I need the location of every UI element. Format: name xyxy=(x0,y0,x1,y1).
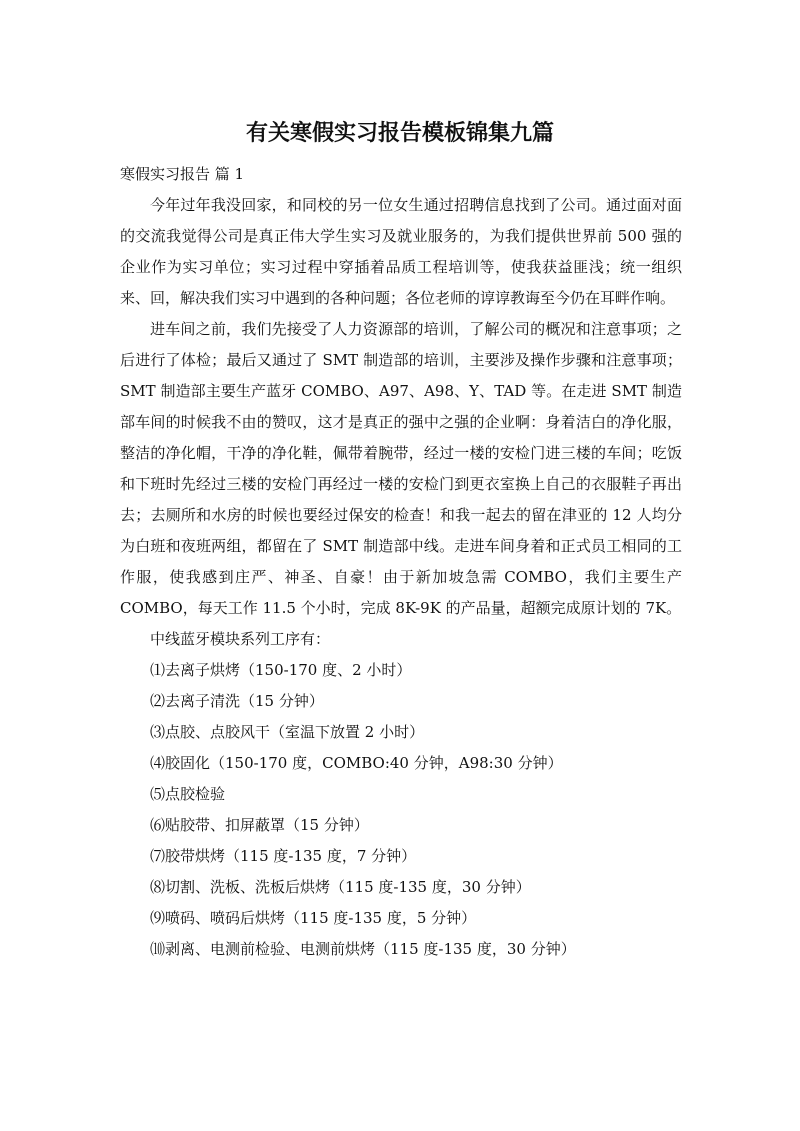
process-step: ⑺胶带烘烤（115 度-135 度，7 分钟） xyxy=(150,847,417,865)
process-steps-list xyxy=(120,655,682,965)
paragraph-process-intro: 中线蓝牙模块系列工序有： xyxy=(150,630,331,648)
section-label: 寒假实习报告 篇 1 xyxy=(120,165,245,183)
paragraph-workshop: 进车间之前，我们先接受了人力资源部的培训，了解公司的概况和注意事项；之后进行了体检；最后又通过了 SMT 制造部的培训，主要涉及操作步骤和注意事项；SMT 制造部主要生产蓝牙 COMBO、A97、A98、Y、TAD 等。在走进 SMT 制造部车间的时候我不由的赞叹，这才是真正的强中之强的企业啊：身着洁白的净化服，整洁的净化帽，干净的净化鞋，佩带着腕带，经过一楼的安检门进三楼的车间；吃饭和下班时先经过三楼的安检门再经过一楼的安检门到更衣室换上自己的衣服鞋子再出去；去厕所和水房的时候也要经过保安的检查！和我一起去的留在津亚的 12 人均分为白班和夜班两组，都留在了 SMT 制造部中线。走进车间身着和正式员工相同的工作服，使我感到庄严、神圣、自豪！由于新加坡急需 COMBO，我们主要生产 COMBO，每天工作 11.5 个小时，完成 8K-9K 的产品量，超额完成原计划的 7K。 xyxy=(120,320,682,617)
process-step: ⑻切割、洗板、洗板后烘烤（115 度-135 度，30 分钟） xyxy=(150,878,531,896)
process-step: ⑷胶固化（150-170 度，COMBO:40 分钟，A98:30 分钟） xyxy=(150,754,563,772)
document-title: 有关寒假实习报告模板锦集九篇 xyxy=(245,121,554,146)
paragraph-intro: 今年过年我没回家，和同校的另一位女生通过招聘信息找到了公司。通过面对面的交流我觉得公司是真正伟大学生实习及就业服务的，为我们提供世界前 500 强的企业作为实习单位；实习过程中穿插着品质工程培训等，使我获益匪浅；统一组织来、回，解决我们实习中遇到的各种问题；各位老师的谆谆教诲至今仍在耳畔作响。 xyxy=(120,196,682,307)
process-step: ⑸点胶检验 xyxy=(150,785,226,803)
process-step: ⑽剥离、电测前检验、电测前烘烤（115 度-135 度，30 分钟） xyxy=(150,940,576,958)
document-body xyxy=(120,190,682,965)
process-step: ⑴去离子烘烤（150-170 度、2 小时） xyxy=(150,661,412,679)
process-step: ⑶点胶、点胶风干（室温下放置 2 小时） xyxy=(150,723,425,741)
process-step: ⑵去离子清洗（15 分钟） xyxy=(150,692,324,710)
process-step: ⑼喷码、喷码后烘烤（115 度-135 度，5 分钟） xyxy=(150,909,477,927)
process-step: ⑹贴胶带、扣屏蔽罩（15 分钟） xyxy=(150,816,369,834)
